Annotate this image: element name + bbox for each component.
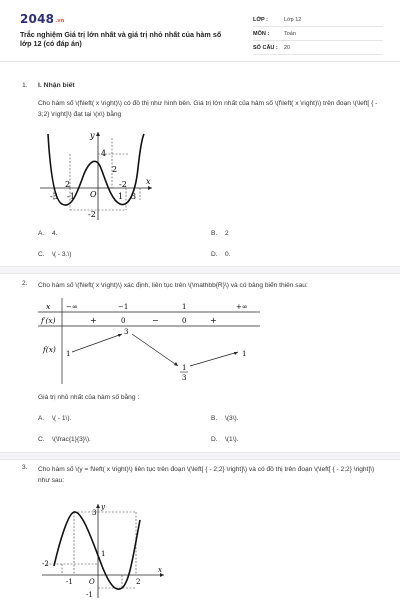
meta-key: LỚP : xyxy=(253,17,268,23)
graph-tick-label: -1 xyxy=(67,192,75,201)
table-x-value: +∞ xyxy=(236,303,248,311)
meta-question-count xyxy=(253,43,383,55)
graph-tick-label: -2 xyxy=(88,210,96,219)
question-text: Cho hàm số \(f\left( x \right)\) có đồ thị như hình bên. Giá trị lớn nhất của hàm số \(f\left( x \right)\) trên đoạn \(\left[ { - 3;2} \right]\) đạt tại \(x\) bằng xyxy=(38,100,378,118)
table-x-value: −1 xyxy=(118,303,129,311)
answer-option-d[interactable]: D. \(1\). xyxy=(211,436,239,443)
table-f-value: 3 xyxy=(124,328,129,336)
table-sign: − xyxy=(152,316,159,325)
table-row-header-x: x xyxy=(46,302,51,311)
answer-option-a[interactable]: A. 4. xyxy=(38,230,58,237)
meta-class xyxy=(253,15,383,27)
answer-option-b[interactable]: B. \(3\). xyxy=(211,415,239,422)
question-3-graph xyxy=(40,500,170,600)
meta-key: SỐ CÂU : xyxy=(253,45,278,51)
table-f-value: 3 xyxy=(182,374,187,382)
section-label: I. Nhận biết xyxy=(38,82,75,89)
meta-value: Toán xyxy=(284,31,296,37)
graph-tick-label: -1 xyxy=(86,591,93,599)
answer-option-c[interactable]: C. \(\frac{1}{3}\). xyxy=(38,436,91,443)
graph-tick-label: -3 xyxy=(50,192,58,201)
graph-tick-label: 3 xyxy=(131,192,137,201)
table-x-value: −∞ xyxy=(66,303,78,311)
graph-tick-label: 2 xyxy=(65,180,71,189)
variation-table xyxy=(38,298,260,384)
table-f-value: 1 xyxy=(242,350,247,358)
table-sign: + xyxy=(210,316,217,325)
graph-tick-label: 2 xyxy=(136,578,141,586)
graph-axis-label-y: y xyxy=(101,503,105,511)
answer-option-a[interactable]: A. \( - 1\). xyxy=(38,415,72,422)
graph-tick-label: -2 xyxy=(119,180,127,189)
question-text: Cho hàm số \(f\left( x \right)\) xác định, liên tục trên \(\mathbb{R}\) và có bảng biến thiên sau: xyxy=(38,282,308,289)
graph-tick-label: 1 xyxy=(118,192,124,201)
table-row-header-fprime: f′(x) xyxy=(41,316,56,325)
question-text: Cho hàm số \(y = f\left( x \right)\) liên tục trên đoạn \(\left[ { - 2;2} \right]\) và có đồ thị trên đoạn \(\left[ { - 2;2} \right]\) như sau: xyxy=(38,466,375,484)
table-row-header-f: f(x) xyxy=(43,345,56,354)
site-logo[interactable]: 2048.vn xyxy=(20,12,65,26)
table-f-value: 1 xyxy=(182,364,187,372)
graph-tick-label: 1 xyxy=(101,550,106,558)
question-text: Giá trị nhỏ nhất của hàm số bằng : xyxy=(38,394,140,401)
table-sign: 0 xyxy=(121,317,126,325)
question-1-graph xyxy=(38,128,156,222)
graph-tick-label: 2 xyxy=(112,165,118,174)
graph-tick-label: 3 xyxy=(92,509,97,517)
question-number: 1. xyxy=(22,82,28,89)
table-x-value: 1 xyxy=(182,303,187,311)
answer-option-c[interactable]: C. \( - 3.\) xyxy=(38,251,72,258)
meta-value: Lớp 12 xyxy=(284,17,302,23)
graph-tick-label: -2 xyxy=(42,560,49,568)
question-number: 3. xyxy=(22,464,28,471)
table-f-value: 1 xyxy=(66,350,71,358)
table-sign: 0 xyxy=(182,317,187,325)
answer-option-b[interactable]: B. 2 xyxy=(211,230,229,237)
meta-subject xyxy=(253,29,383,41)
graph-origin-label: O xyxy=(90,190,97,199)
page-header xyxy=(0,0,400,62)
graph-tick-label: 4 xyxy=(101,149,107,158)
meta-value: 20 xyxy=(284,45,291,51)
graph-origin-label: O xyxy=(89,578,95,586)
page-title: Trắc nghiệm Giá trị lớn nhất và giá trị nhỏ nhất của hàm số lớp 12 (có đáp án) xyxy=(20,30,222,48)
meta-key: MÔN : xyxy=(253,31,270,37)
answer-option-d[interactable]: D. 0. xyxy=(211,251,231,258)
graph-axis-label-x: x xyxy=(158,566,162,574)
graph-axis-label-x: x xyxy=(146,177,151,186)
question-divider xyxy=(0,452,400,460)
graph-axis-label-y: y xyxy=(90,131,95,140)
question-number: 2. xyxy=(22,280,28,287)
table-sign: + xyxy=(90,316,97,325)
question-divider xyxy=(0,266,400,274)
graph-tick-label: -1 xyxy=(66,578,73,586)
